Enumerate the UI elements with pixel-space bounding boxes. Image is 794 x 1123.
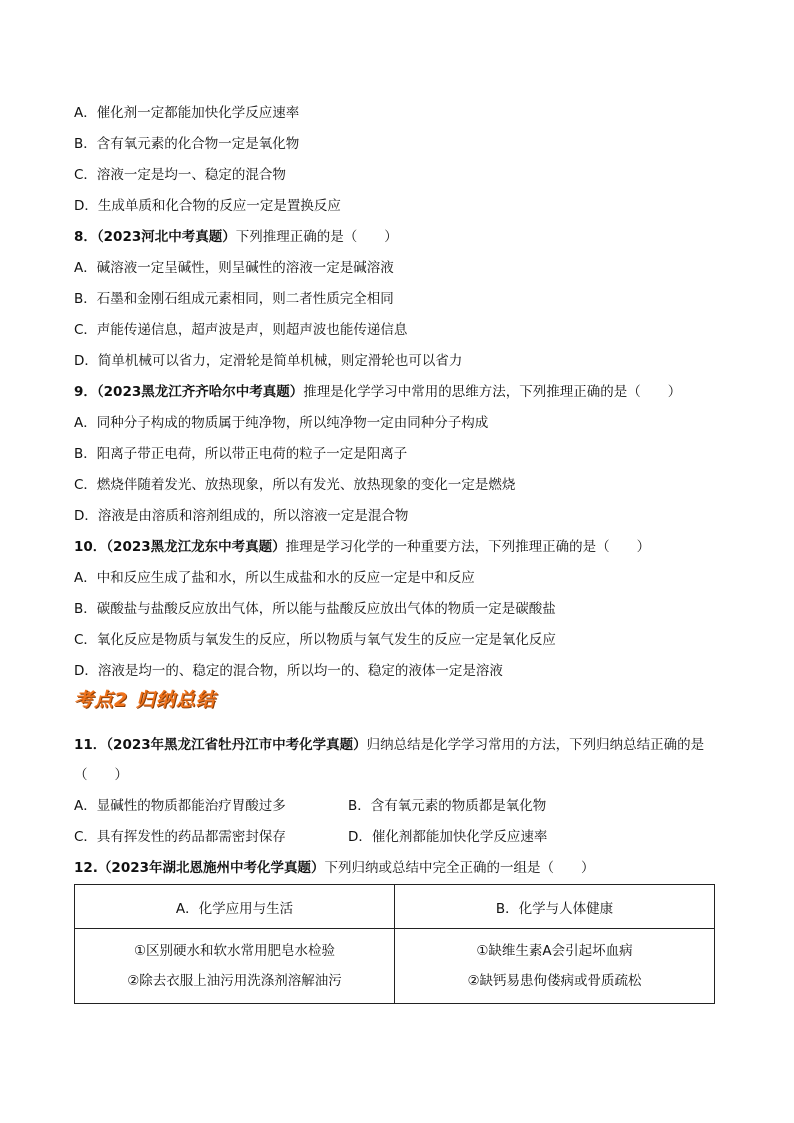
q12-cell-a-line1: ①区别硬水和软水常用肥皂水检验 <box>133 943 336 959</box>
q11-option-c: C．具有挥发性的药品都需密封保存 <box>74 829 286 845</box>
q12-header-a: A．化学应用与生活 <box>75 885 395 929</box>
q8-option-d: D．简单机械可以省力，定滑轮是简单机械，则定滑轮也可以省力 <box>74 353 463 369</box>
q7-option-c: C．溶液一定是均一、稳定的混合物 <box>74 167 286 183</box>
q12-number: 12. <box>74 860 98 876</box>
q9-option-c: C．燃烧伴随着发光、放热现象，所以有发光、放热现象的变化一定是燃烧 <box>74 477 516 493</box>
q12-cell-a <box>75 929 395 1004</box>
q10-option-d: D．溶液是均一的、稳定的混合物，所以均一的、稳定的液体一定是溶液 <box>74 663 503 679</box>
q9-source: （2023黑龙江齐齐哈尔中考真题） <box>96 384 304 400</box>
q10-number: 10． <box>74 539 107 555</box>
q10-option-a: A．中和反应生成了盐和水，所以生成盐和水的反应一定是中和反应 <box>74 570 475 586</box>
q12-stem-line <box>74 858 595 878</box>
q12-table <box>74 884 715 1004</box>
q10-option-b: B．碳酸盐与盐酸反应放出气体，所以能与盐酸反应放出气体的物质一定是碳酸盐 <box>74 601 556 617</box>
q11-option-b: B．含有氧元素的物质都是氧化物 <box>348 798 547 814</box>
q11-answer-paren: （ ） <box>74 767 128 783</box>
q11-stem: 归纳总结是化学学习常用的方法，下列归纳总结正确的是 <box>366 737 705 753</box>
q9-option-d: D．溶液是由溶质和溶剂组成的，所以溶液一定是混合物 <box>74 508 409 524</box>
q12-cell-b-line1: ①缺维生素A会引起坏血病 <box>476 943 633 959</box>
q10-source: （2023黑龙江龙东中考真题） <box>106 539 286 555</box>
q9-number: 9． <box>74 384 97 400</box>
q12-header-b: B．化学与人体健康 <box>395 885 715 929</box>
q11-source: （2023年黑龙江省牡丹江市中考化学真题） <box>106 737 367 753</box>
q11-stem-line <box>74 735 704 755</box>
q7-option-d: D．生成单质和化合物的反应一定是置换反应 <box>74 198 341 214</box>
q12-cell-b <box>395 929 715 1004</box>
q12-table-header-row <box>75 885 715 929</box>
q8-option-b: B．石墨和金刚石组成元素相同，则二者性质完全相同 <box>74 291 394 307</box>
q12-cell-a-line2: ②除去衣服上油污用洗涤剂溶解油污 <box>127 973 342 989</box>
q8-option-a: A．碱溶液一定呈碱性，则呈碱性的溶液一定是碱溶液 <box>74 260 394 276</box>
q10-option-c: C．氧化反应是物质与氧发生的反应，所以物质与氧气发生的反应一定是氧化反应 <box>74 632 556 648</box>
q8-stem-line <box>74 227 398 247</box>
q12-table-body-row <box>75 929 715 1004</box>
q9-stem: 推理是化学学习中常用的思维方法，下列推理正确的是（ ） <box>303 384 682 400</box>
q7-option-b: B．含有氧元素的化合物一定是氧化物 <box>74 136 300 152</box>
q9-option-a: A．同种分子构成的物质属于纯净物，所以纯净物一定由同种分子构成 <box>74 415 489 431</box>
q7-option-a: A．催化剂一定都能加快化学反应速率 <box>74 105 300 121</box>
q8-stem: 下列推理正确的是（ ） <box>235 229 398 245</box>
q10-stem-line <box>74 537 650 557</box>
q9-stem-line <box>74 382 681 402</box>
q10-stem: 推理是学习化学的一种重要方法，下列推理正确的是（ ） <box>285 539 651 555</box>
q11-option-d: D．催化剂都能加快化学反应速率 <box>348 829 548 845</box>
q8-source: （2023河北中考真题） <box>96 229 236 245</box>
q8-option-c: C．声能传递信息，超声波是声，则超声波也能传递信息 <box>74 322 408 338</box>
q12-cell-b-line2: ②缺钙易患佝偻病或骨质疏松 <box>467 973 642 989</box>
q12-stem: 下列归纳或总结中完全正确的一组是（ ） <box>324 860 595 876</box>
section-heading: 考点2 归纳总结 <box>74 689 216 711</box>
q12-source: （2023年湖北恩施州中考化学真题） <box>97 860 325 876</box>
q8-number: 8． <box>74 229 97 245</box>
q11-option-a: A．显碱性的物质都能治疗胃酸过多 <box>74 798 286 814</box>
q11-number: 11． <box>74 737 107 753</box>
q9-option-b: B．阳离子带正电荷，所以带正电荷的粒子一定是阳离子 <box>74 446 408 462</box>
